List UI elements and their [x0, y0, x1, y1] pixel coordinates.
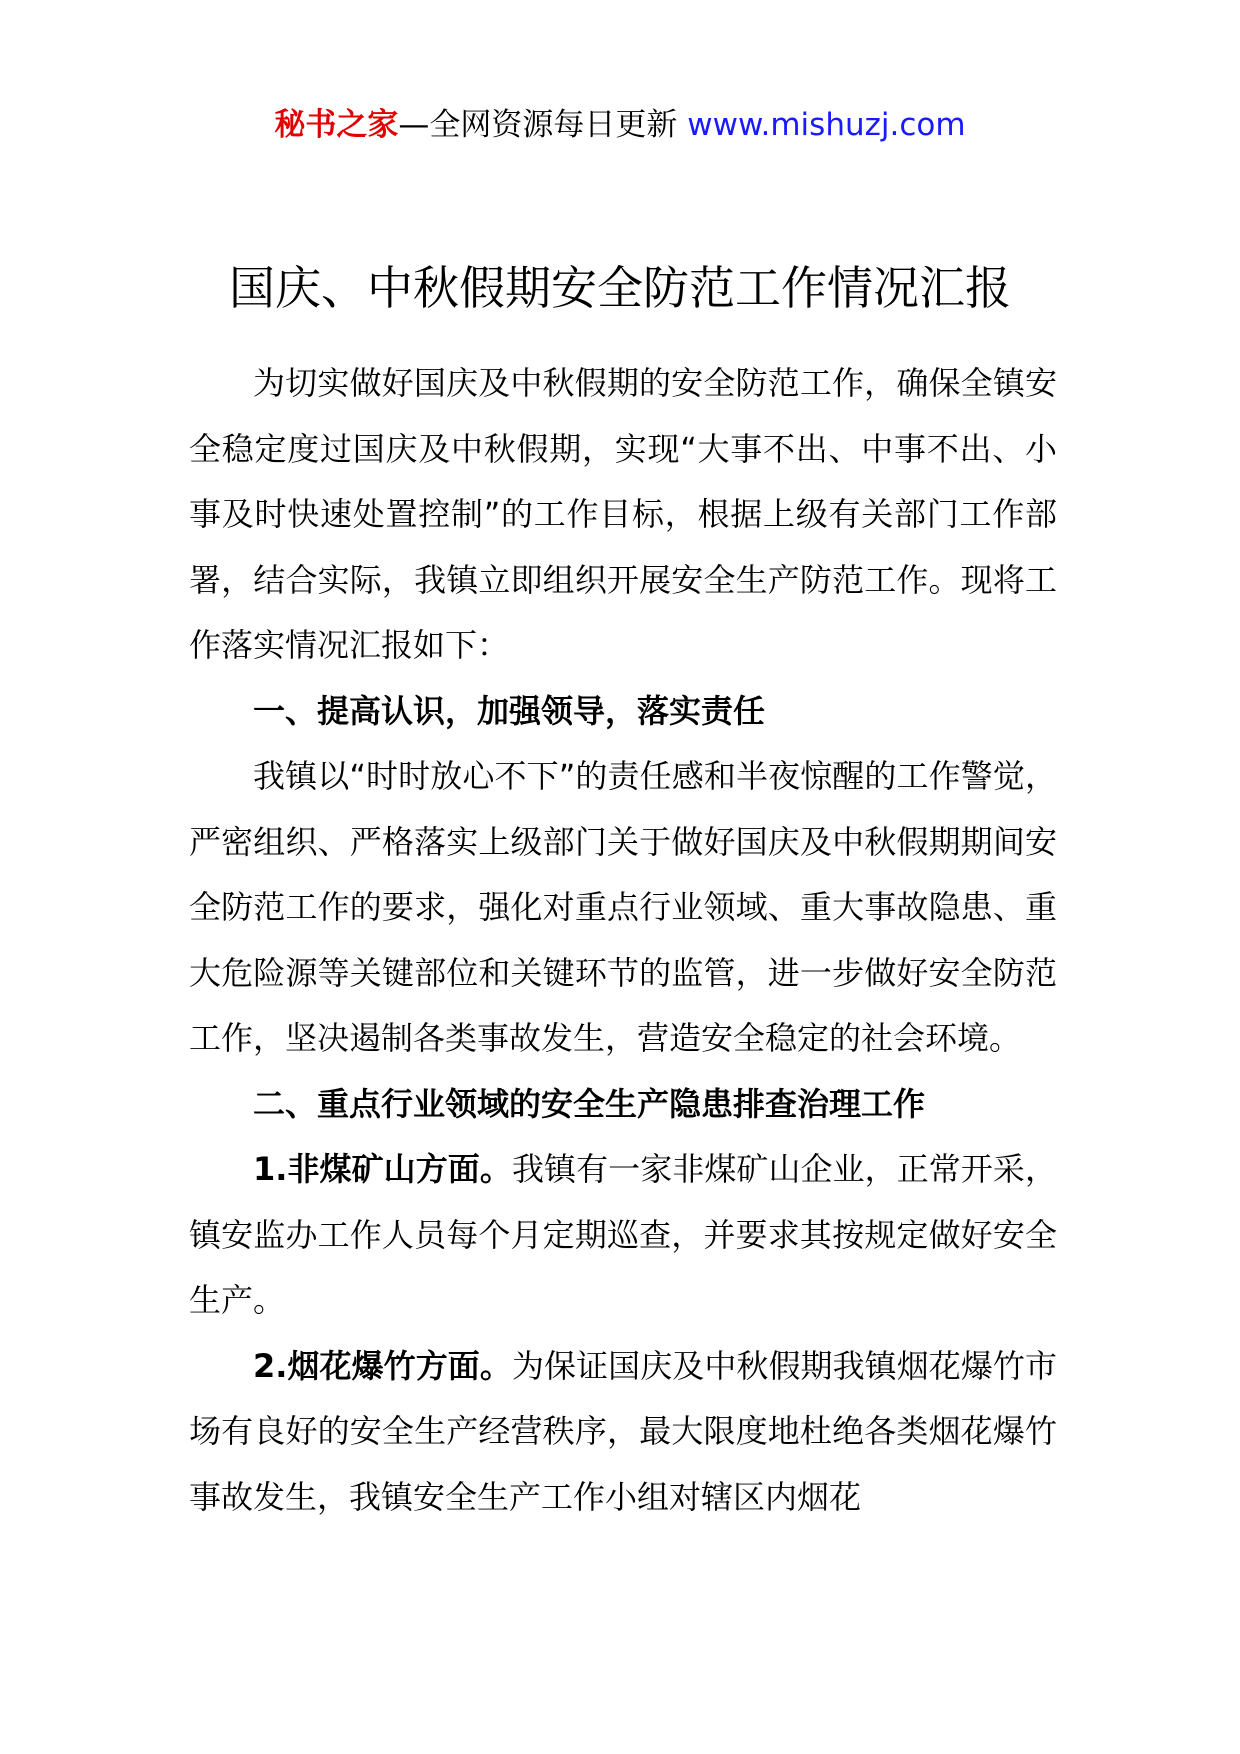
section-heading-2: 二、重点行业领域的安全生产隐患排查治理工作	[253, 1084, 926, 1123]
section-item-1	[189, 1137, 1057, 1334]
document-body	[189, 351, 1057, 1530]
site-url: www.mishuzj.com	[687, 107, 966, 143]
brand-name: 秘书之家	[274, 107, 399, 143]
item-lead-2: 2.烟花爆竹方面。	[253, 1346, 512, 1385]
section-item-2	[189, 1334, 1057, 1531]
document-title: 国庆、中秋假期安全防范工作情况汇报	[229, 261, 1011, 315]
intro-paragraph: 为切实做好国庆及中秋假期的安全防范工作，确保全镇安全稳定度过国庆及中秋假期，实现“大事不出、中事不出、小事及时快速处置控制”的工作目标，根据上级有关部门工作部署，结合实际，我镇立即组织开展安全生产防范工作。现将工作落实情况汇报如下：	[189, 364, 1057, 664]
item-lead-1: 1.非煤矿山方面。	[253, 1150, 512, 1188]
section-heading-1: 一、提高认识，加强领导，落实责任	[253, 691, 766, 730]
item-text-1: 我镇有一家非煤矿山企业，正常开采，镇安监办工作人员每个月定期巡查，并要求其按规定做好安全生产。	[189, 1150, 1057, 1319]
site-header	[0, 100, 1240, 150]
site-slogan: —全网资源每日更新	[398, 107, 678, 143]
section-paragraph-1: 我镇以“时时放心不下”的责任感和半夜惊醒的工作警觉，严密组织、严格落实上级部门关于做好国庆及中秋假期期间安全防范工作的要求，强化对重点行业领域、重大事故隐患、重大危险源等关键部位和关键环节的监管，进一步做好安全防范工作，坚决遏制各类事故发生，营造安全稳定的社会环境。	[189, 757, 1057, 1057]
item-text-2: 为保证国庆及中秋假期我镇烟花爆竹市场有良好的安全生产经营秩序，最大限度地杜绝各类烟花爆竹事故发生，我镇安全生产工作小组对辖区内烟花	[189, 1346, 1057, 1516]
